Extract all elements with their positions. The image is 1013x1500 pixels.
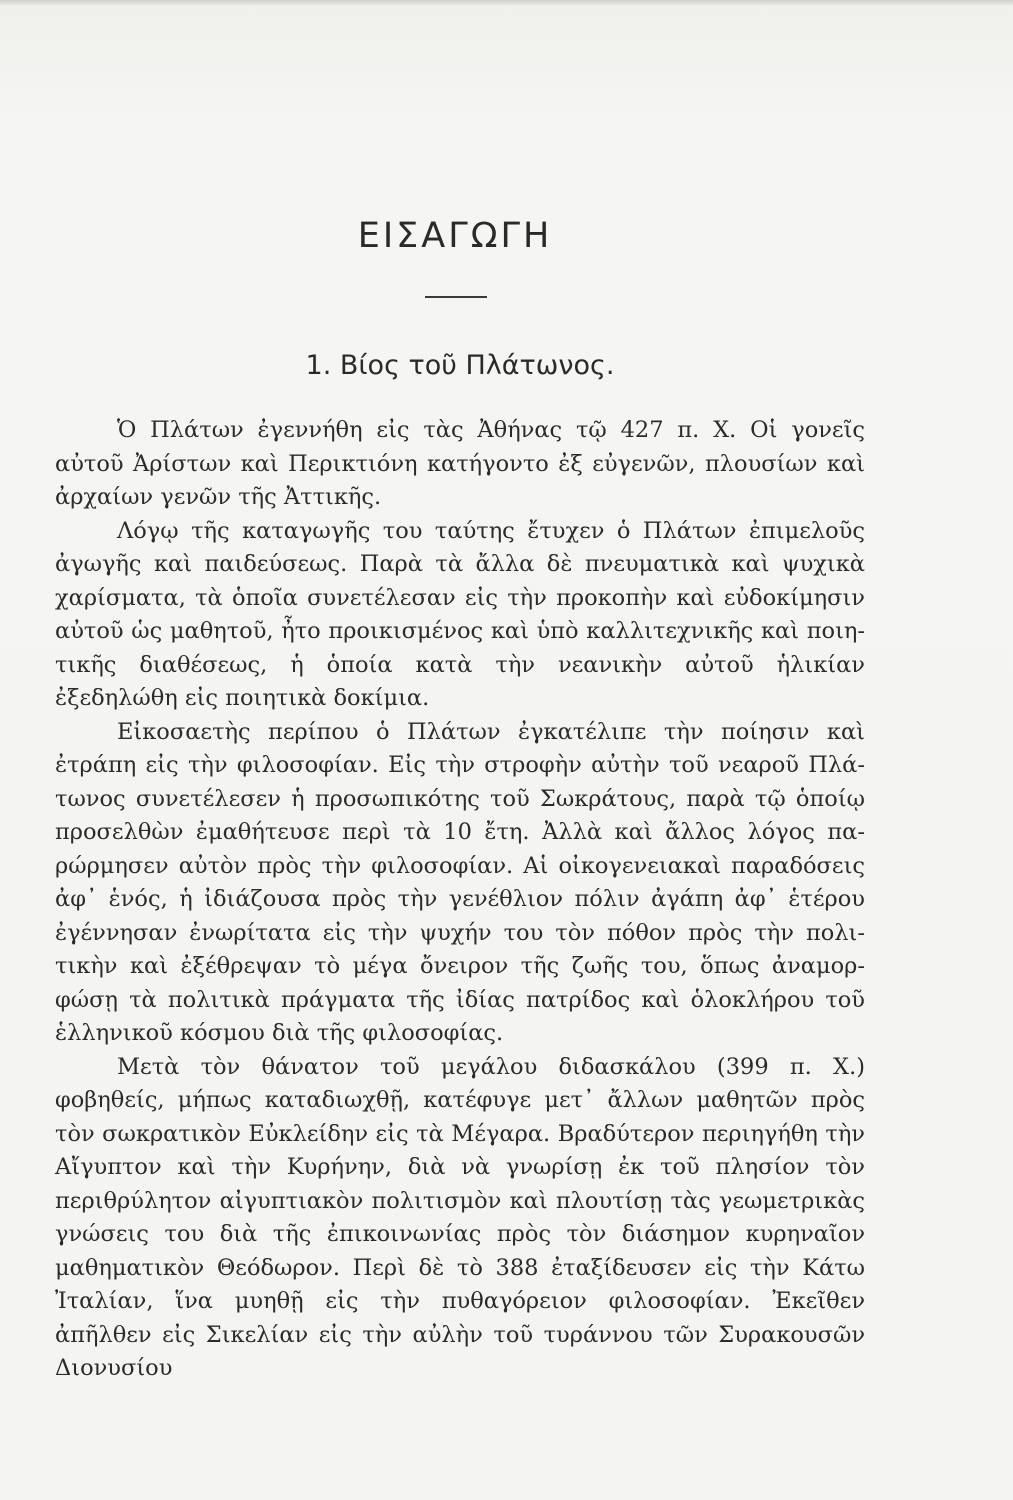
paragraph-1: Ὁ Πλάτων ἐγεννήθη εἰς τὰς Ἀθήνας τῷ 427 π. Χ. Οἱ γονεῖς αὐτοῦ Ἀρίστων καὶ Περικτιόνη κατήγοντο ἐξ εὐγενῶν, πλουσίων καὶ ἀρχαίων γενῶν τῆς Ἀττικῆς. [55,417,865,510]
paragraph-2: Λόγῳ τῆς καταγωγῆς του ταύτης ἔτυχεν ὁ Πλάτων ἐπιμελοῦς ἀγωγῆς καὶ παιδεύσεως. Παρὰ τὰ ἄλλα δὲ πνευματικὰ καὶ ψυχικὰ χαρίσματα, τὰ ὁποῖα συνετέλεσαν εἰς τὴν προκοπὴν καὶ εὐδοκίμησιν αὐτοῦ ὡς μαθητοῦ, ἦτο προικισμένος καὶ ὑπὸ καλλιτεχνικῆς καὶ ποιητικῆς διαθέσεως, ἡ ὁποία κατὰ τὴν νεανικὴν αὐτοῦ ἡλικίαν ἐξεδηλώθη εἰς ποιητικὰ δοκίμια. [55,517,865,711]
paragraph-3: Εἰκοσαετὴς περίπου ὁ Πλάτων ἐγκατέλιπε τὴν ποίησιν καὶ ἐτράπη εἰς τὴν φιλοσοφίαν. Εἰς τὴν στροφὴν αὐτὴν τοῦ νεαροῦ Πλάτωνος συνετέλεσεν ἡ προσωπικότης τοῦ Σωκράτους, παρὰ τῷ ὁποίῳ προσελθὼν ἐμαθήτευσε περὶ τὰ 10 ἔτη. Ἀλλὰ καὶ ἄλλος λόγος παρώρμησεν αὐτὸν πρὸς τὴν φιλοσοφίαν. Αἱ οἰκογενειακαὶ παραδόσεις ἀφ᾿ ἑνός, ἡ ἰδιάζουσα πρὸς τὴν γενέθλιον πόλιν ἀγάπη ἀφ᾿ ἑτέρου ἐγέννησαν ἐνωρίτατα εἰς τὴν ψυχήν του τὸν πόθον πρὸς τὴν πολιτικὴν καὶ ἐξέθρεψαν τὸ μέγα ὄνειρον τῆς ζωῆς του, ὅπως ἀναμορφώσῃ τὰ πολιτικὰ πράγματα τῆς ἰδίας πατρίδος καὶ ὁλοκλήρου τοῦ ἑλληνικοῦ κόσμου διὰ τῆς φιλοσοφίας. [55,718,865,1046]
chapter-title: ΕΙΣΑΓΩΓΗ [357,216,553,256]
title-divider [425,296,487,298]
paragraph-4: Μετὰ τὸν θάνατον τοῦ μεγάλου διδασκάλου (399 π. Χ.) φοβηθείς, μήπως καταδιωχθῇ, κατέφυγε μετ᾿ ἄλλων μαθητῶν πρὸς τὸν σωκρατικὸν Εὐκλείδην εἰς τὰ Μέγαρα. Βραδύτερον περιηγήθη τὴν Αἴγυπτον καὶ τὴν Κυρήνην, διὰ νὰ γνωρίσῃ ἐκ τοῦ πλησίον τὸν περιθρύλητον αἰγυπτιακὸν πολιτισμὸν καὶ πλουτίσῃ τὰς γεωμετρικὰς γνώσεις του διὰ τῆς ἐπικοινωνίας πρὸς τὸν διάσημον κυρηναῖον μαθηματικὸν Θεόδωρον. Περὶ δὲ τὸ 388 ἐταξίδευσεν εἰς τὴν Κάτω Ἰταλίαν, ἵνα μυηθῇ εἰς τὴν πυθαγόρειον φιλοσοφίαν. Ἐκεῖθεν ἀπῆλθεν εἰς Σικελίαν εἰς τὴν αὐλὴν τοῦ τυράννου τῶν Συρακουσῶν Διονυσίου [55,1053,865,1381]
body-text [55,414,865,1386]
page-top-edge [0,0,1013,6]
section-heading: 1. Βίος τοῦ Πλάτωνος. [305,350,615,381]
